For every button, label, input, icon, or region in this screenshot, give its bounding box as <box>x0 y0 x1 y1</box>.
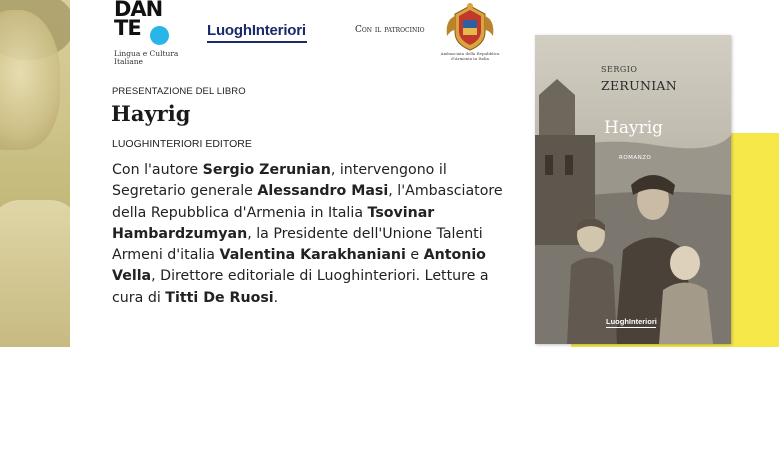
luoghi-logo-underline <box>207 41 307 43</box>
cover-title: Hayrig <box>604 118 664 138</box>
dante-logo <box>112 0 184 70</box>
patronage-label: Con il patrocinio <box>355 25 425 35</box>
book-title: Hayrig <box>111 101 191 126</box>
event-eyebrow: PRESENTAZIONE DEL LIBRO <box>112 86 246 97</box>
dante-logo-wordmark: DANTE <box>114 0 163 40</box>
publisher-label: LUOGHINTERIORI EDITORE <box>112 138 252 150</box>
dante-logo-subtitle: Lingua e Cultura Italiane <box>114 49 179 66</box>
luoghinteriori-logo: LuoghInteriori <box>207 22 306 39</box>
cover-genre: ROMANZO <box>619 155 652 161</box>
embassy-caption: Ambasciata della Repubblica d'Armenia in Italia <box>440 51 500 61</box>
cover-publisher-logo: LuoghInteriori <box>606 317 657 326</box>
dante-logo-dot <box>150 26 169 45</box>
event-description: Con l'autore Sergio Zerunian, intervengono il Segretario generale Alessandro Masi, l'Ambasciatore della Repubblica d'Armenia in Italia Tsovinar Hambardzumyan, la Presidente dell'Unione Talenti Armeni d'italia Valentina Karakhaniani e Antonio Vella, Direttore editoriale di Luoghinteriori. Letture a cura di Titti De Ruosi. <box>112 162 503 306</box>
cover-author-last: ZERUNIAN <box>601 78 677 93</box>
cover-author-first: SERGIO <box>601 65 638 74</box>
book-cover <box>535 35 731 344</box>
sepia-photo-strip <box>0 0 70 347</box>
cover-publisher-underline <box>606 327 656 328</box>
photo-body <box>0 200 70 347</box>
